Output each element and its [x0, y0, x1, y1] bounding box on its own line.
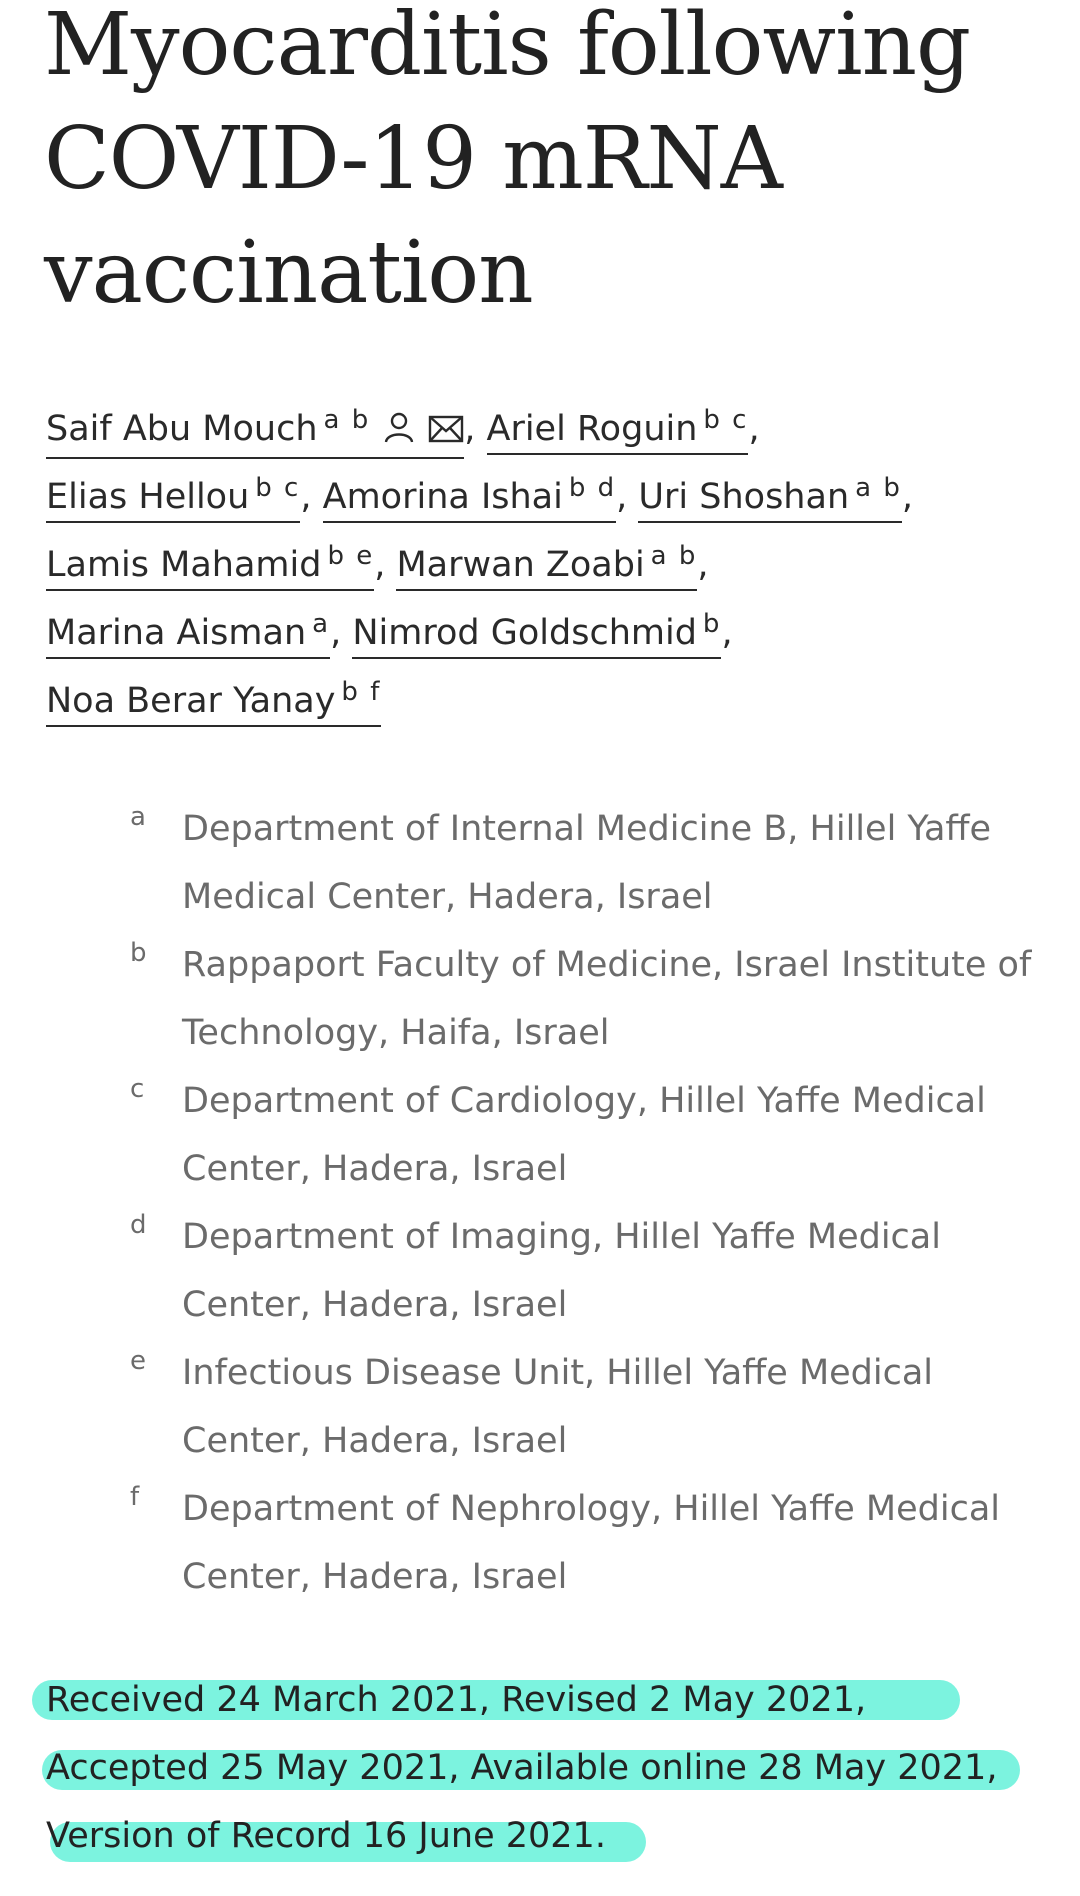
author-link[interactable]: [396, 534, 697, 591]
affiliation-item: [130, 931, 1050, 1067]
available-online-date: Available online 28 May 2021: [470, 1748, 987, 1788]
author-name: Marwan Zoabi: [396, 545, 645, 585]
author-link[interactable]: [487, 398, 749, 455]
author-name: Ariel Roguin: [486, 409, 698, 449]
envelope-icon[interactable]: [428, 411, 464, 455]
affiliation-mark: b: [130, 938, 147, 968]
affiliation-text: Rappaport Faculty of Medicine, Israel Institute of Technology, Haifa, Israel: [182, 945, 1032, 1053]
author-link[interactable]: [352, 602, 721, 659]
author-link[interactable]: [638, 466, 901, 523]
affiliation-text: Department of Imaging, Hillel Yaffe Medical Center, Hadera, Israel: [182, 1217, 941, 1325]
author-name: Marina Aisman: [46, 613, 307, 653]
affiliation-item: [130, 795, 1050, 931]
version-of-record-date: Version of Record 16 June 2021.: [46, 1816, 606, 1856]
article-title: Myocarditis following COVID-19 mRNA vaccination: [44, 0, 971, 323]
affiliation-mark: e: [130, 1346, 146, 1376]
author-name: Lamis Mahamid: [46, 545, 322, 585]
author-line: Marina Aisman $^a$, Nimrod Goldschmid $^b$,: [46, 599, 1046, 667]
affiliation-mark: f: [130, 1482, 140, 1512]
author-line: [46, 667, 1046, 735]
received-date: Received 24 March 2021: [46, 1680, 479, 1720]
person-icon[interactable]: [382, 410, 416, 455]
article-history-line: Accepted 25 May 2021, Available online 28 May 2021,: [46, 1734, 1066, 1802]
author-link[interactable]: [46, 602, 330, 659]
affiliation-text: Infectious Disease Unit, Hillel Yaffe Medical Center, Hadera, Israel: [182, 1353, 934, 1461]
author-affiliation-marks: a b: [650, 541, 698, 571]
accepted-date: Accepted 25 May 2021: [46, 1748, 449, 1788]
author-name: Amorina Ishai: [322, 477, 563, 517]
author-affiliation-marks: b: [702, 609, 722, 639]
affiliation-mark: d: [130, 1210, 147, 1240]
affiliation-item: [130, 1475, 1050, 1611]
article-history-line: Received 24 March 2021, Revised 2 May 2021,: [46, 1666, 1066, 1734]
author-list: [46, 395, 1046, 735]
author-affiliation-marks: b d: [568, 473, 617, 503]
author-link[interactable]: [46, 466, 300, 523]
author-line: Elias Hellou $^{b c}$, Amorina Ishai $^{b d}$, Uri Shoshan $^{a b}$,: [46, 463, 1046, 531]
author-link[interactable]: [323, 466, 617, 523]
affiliation-list: [130, 795, 1050, 1611]
affiliation-item: [130, 1203, 1050, 1339]
affiliation-mark: a: [130, 802, 146, 832]
affiliation-text: Department of Internal Medicine B, Hillel Yaffe Medical Center, Hadera, Israel: [182, 809, 992, 917]
author-affiliation-marks: a b: [855, 473, 902, 503]
affiliation-text: Department of Nephrology, Hillel Yaffe Medical Center, Hadera, Israel: [182, 1489, 1000, 1597]
author-affiliation-marks: a: [312, 609, 331, 639]
author-line: Lamis Mahamid $^{b e}$, Marwan Zoabi $^{a b}$,: [46, 531, 1046, 599]
author-name: Uri Shoshan: [638, 477, 850, 517]
author-name: Noa Berar Yanay: [46, 681, 336, 721]
affiliation-text: Department of Cardiology, Hillel Yaffe Medical Center, Hadera, Israel: [182, 1081, 986, 1189]
article-history-line: [46, 1802, 1066, 1870]
author-link[interactable]: [46, 398, 464, 459]
author-line: Saif Abu Mouch $^{a b}$ , Ariel Roguin $^{b c}$,: [46, 395, 1046, 463]
article-history: [46, 1666, 1066, 1870]
author-name: Nimrod Goldschmid: [352, 613, 697, 653]
revised-date: Revised 2 May 2021: [501, 1680, 855, 1720]
author-name: Elias Hellou: [46, 477, 250, 517]
affiliation-mark: c: [130, 1074, 145, 1104]
affiliation-item: [130, 1067, 1050, 1203]
author-affiliation-marks: b c: [703, 405, 749, 435]
author-link[interactable]: [46, 670, 381, 727]
author-affiliation-marks: b e: [327, 541, 375, 571]
author-link[interactable]: [46, 534, 374, 591]
author-name: Saif Abu Mouch: [46, 409, 318, 449]
author-affiliation-marks: b c: [255, 473, 301, 503]
author-affiliation-marks: b f: [341, 677, 382, 707]
affiliation-item: [130, 1339, 1050, 1475]
author-affiliation-marks: a b: [323, 405, 371, 435]
